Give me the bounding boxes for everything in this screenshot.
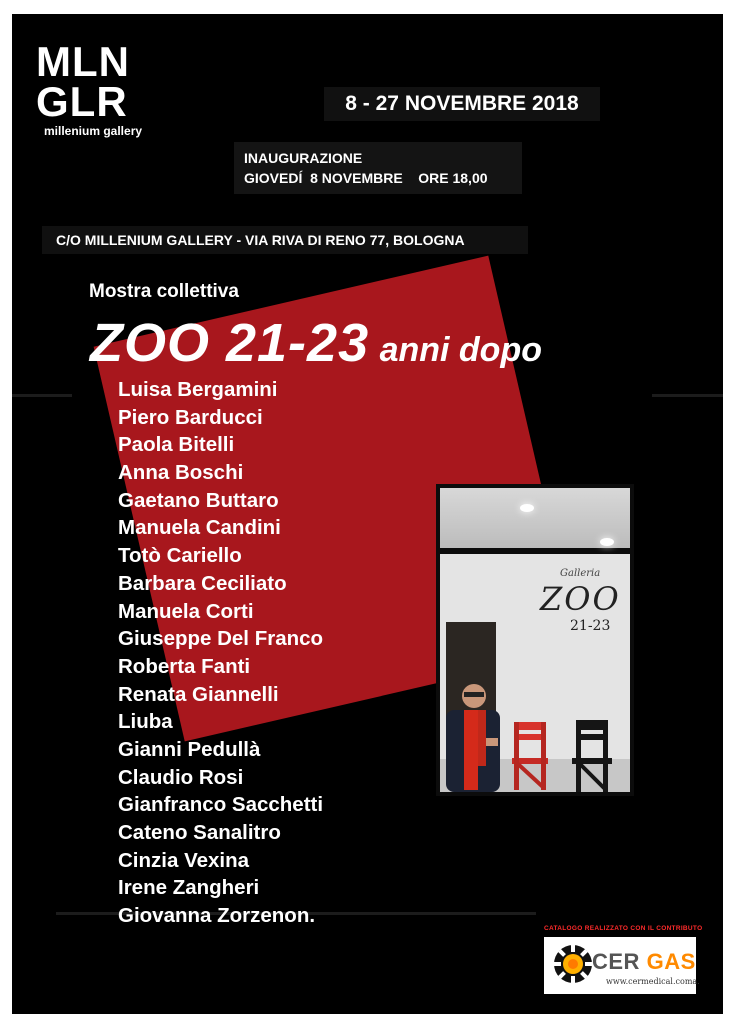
artist-name: Paola Bitelli — [118, 433, 235, 457]
artist-name: Gianni Pedullà — [118, 737, 261, 761]
photo-galleria-text: Galleria — [560, 568, 601, 579]
artist-name: Cinzia Vexina — [118, 848, 250, 872]
exhibition-dates: 8 - 27 NOVEMBRE 2018 — [324, 87, 600, 121]
artist-name: Claudio Rosi — [118, 765, 244, 789]
poster — [12, 14, 723, 1014]
sponsor-logo-box — [544, 937, 700, 994]
logo-line-2: GLR — [36, 78, 128, 125]
artist-name: Manuela Corti — [118, 599, 254, 623]
sponsor-name — [592, 949, 696, 975]
sponsor-url: www.cermedical.coma. — [606, 977, 700, 986]
divider-line — [652, 394, 723, 397]
artist-name: Piero Barducci — [118, 405, 263, 429]
address: C/O MILLENIUM GALLERY - VIA RIVA DI RENO 77, BOLOGNA — [42, 226, 528, 254]
divider-line — [12, 394, 72, 397]
exhibition-photo — [436, 484, 634, 796]
title-main: ZOO 21-23 — [90, 313, 370, 373]
inauguration-box — [234, 142, 522, 194]
inauguration-label: INAUGURAZIONE — [244, 150, 363, 166]
black-chair — [570, 718, 614, 794]
red-chair — [510, 720, 550, 792]
artist-name: Cateno Sanalitro — [118, 821, 281, 844]
artist-name: Renata Giannelli — [118, 682, 279, 706]
sponsor-name-gas: GAS — [646, 949, 696, 974]
photo-number-text: 21-23 — [570, 618, 611, 634]
title-sub: anni dopo — [379, 331, 542, 369]
artist-name: Gaetano Buttaro — [118, 488, 279, 512]
artist-name: Irene Zangheri — [118, 876, 260, 900]
person-figure — [440, 680, 508, 792]
artist-name: Gianfranco Sacchetti — [118, 793, 324, 817]
sponsor-label: CATALOGO REALIZZATO CON IL CONTRIBUTO — [544, 925, 703, 932]
artist-name: Giovanna Zorzenon. — [118, 904, 316, 928]
inauguration-datetime: GIOVEDÍ 8 NOVEMBRE ORE 18,00 — [244, 170, 488, 186]
artist-name: Totò Cariello — [118, 544, 242, 568]
artist-name: Manuela Candini — [118, 516, 281, 540]
photo-zoo-text: ZOO — [540, 580, 621, 618]
title — [90, 312, 542, 374]
logo-line-3: millenium gallery — [44, 124, 143, 138]
gallery-logo — [36, 38, 151, 142]
ceiling-light — [520, 504, 534, 512]
cergas-logo-icon — [552, 943, 594, 985]
sponsor-name-cer: CER — [592, 949, 640, 974]
artist-name: Giuseppe Del Franco — [118, 627, 324, 651]
artist-name: Barbara Ceciliato — [118, 571, 287, 595]
subtitle: Mostra collettiva — [89, 281, 239, 302]
ceiling-light — [600, 538, 614, 546]
artist-name: Luisa Bergamini — [118, 378, 278, 401]
logo-line-1: MLN — [36, 38, 130, 85]
artist-name: Liuba — [118, 710, 173, 734]
artist-name: Roberta Fanti — [118, 654, 251, 678]
artist-list — [118, 376, 323, 930]
artist-name: Anna Boschi — [118, 461, 244, 485]
